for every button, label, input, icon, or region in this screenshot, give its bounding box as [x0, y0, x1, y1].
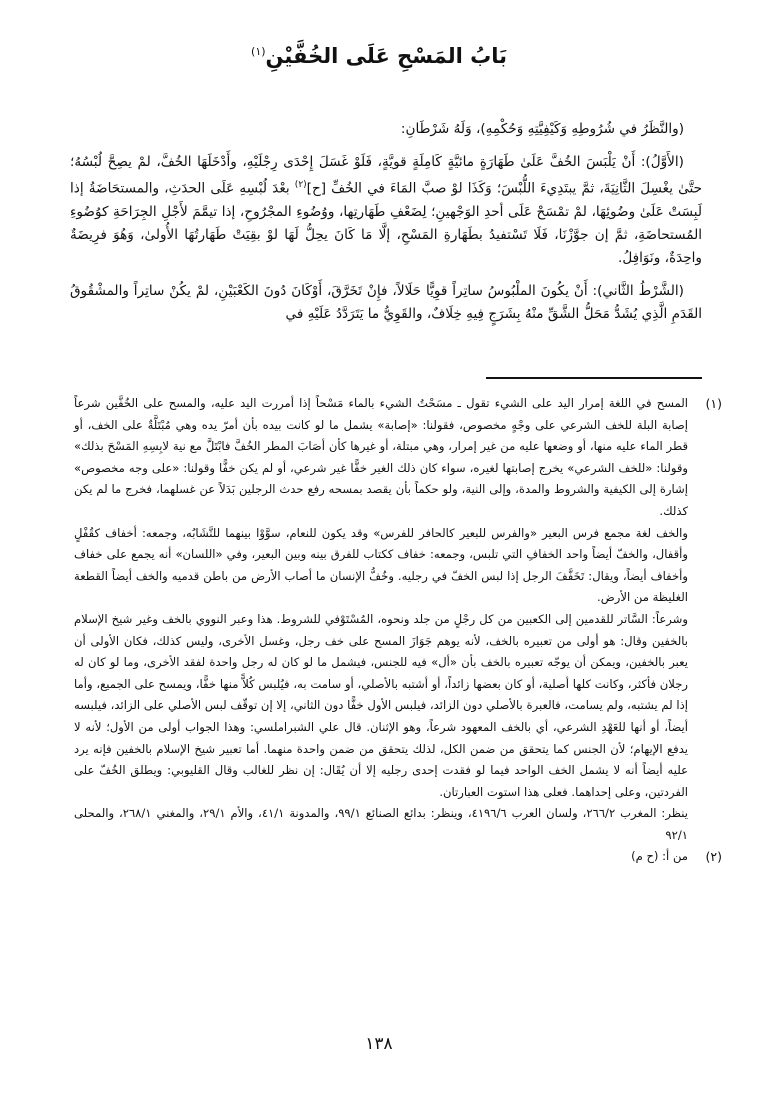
second-condition-paragraph: (الشَّرْطُ الثَّاني): أَنْ يكُونَ الملْبُوسُ ساتِراً قوِيًّا حَلَالاً، فإِنْ تَخَرَّقَ، أَوْكَانَ دُونَ الكَعْبَيْنِ، لمْ يكُنْ ساتِراً والمشْقُوقُ القَدَمِ الَّذِي يُشَدُّ مَحَلُّ الشَّقِّ منْهُ بِشَرَجٍ فِيهِ خِلَافٌ، والقَوِيُّ ما يَتَرَدَّدُ عَلَيْهِ في: [70, 282, 702, 322]
footnote-references: ينظر: المغرب ٢٦٦/٢، ولسان العرب ٤١٩٦/٦، وينظر: بدائع الصنائع ٩٩/١، والمدونة ٤١/١، والأم ٢٩/١، والمغني ٢٦٨/١، والمحلى ٩٢/١: [74, 806, 688, 842]
footnote-number: (٢): [705, 849, 722, 865]
footnote-body: [74, 846, 688, 868]
footnote-number: (١): [705, 396, 722, 411]
footnote-paragraph: وشرعاً: السَّاتر للقدمين إلى الكعبين من كل رجْلٍ من جلد ونحوه، المُسْتَوْفي للشروط. هذا وعبر النووي بالخف وغير شيخ الإسلام بالخفين وقال: هو أولى من تعبيره بالخف، لأنه يوهم جَوَازَ المسح على خف رجل، وغسل الأخرى، وليس كذلك، فكان الأولى أن يعبر بالخفين، ويمكن أن يوجّه تعبيره بالخف بأن «أل» فيه للجنس، فيشمل ما لو كان له رجل واحدة لفقد الأخرى، وما لو كان له رجلان فأكثر، وكانت كلها أصلية، أو كان بعضها زائداً، أو أشتبه بالأصلي، أو سامت به، فيُلبس كُلاًّ منها خفًّا، ويمسح على الجميع، وأما إذا لم يشتبه، ولم يسامت، فالعبرة بالأصلي دون الزائد، فيلبس الأول خفًّا دون الثاني، إلا إن توقّف لبس الأصلي على الزائد، فيلبسه أيضاً، أو أنها للعَهْدِ الشرعي، أي بالخف المعهود شرعاً، وهو الإثنان. قال علي الشبراملسي: وهذا الجواب أولى من الأول؛ لأنه لا يدفع الإيهام؛ لأن الجنس كما يتحقق من ضمن الكل، لذلك يتحقق من ضمن واحدة منهما. أما تعبير شيخ الإسلام بالخفين فإنه يرد عليه أيضاً أنه لا يشمل الخف الواحد فيما لو فقدت إحدى رجليه إلا أن يُقَال: إن نظر للغالب وقال القليوبي: ويطلق الخُفّ على الفردتين، وعلى إحداهما. فعلى هذا استوت العبارتان.: [74, 611, 688, 799]
chapter-title-text: بَابُ المَسْحِ عَلَى الخُفَّيْنِ: [265, 44, 507, 68]
footnotes: [74, 393, 722, 868]
footnote-paragraph: المسح في اللغة إمرار اليد على الشيء تقول ـ مسَحْتُ الشيء بالماء مَسْحاً إذا أمررت اليد عليه، والمسح على الخُفَّين شرعاً إصابة البلة للخف الشرعي على وجْهٍ مخصوص، فقولنا: «إصابة» يشمل ما لو كانت بيده بأن أمرّ يده وهي مُبْتَلَّةٌ على الخف، أو قطر الماء عليه منها، أو وضعها عليه من غير إمرار، وهي مبتلة، أو غيرها كأن أصَابَ المطر الخُفَّ فابْتَلَّ مع نية لابِسِهِ المَسْحَ بذلك» وقولنا: «للخف الشرعي» يخرج إصابتها لغيره، سواء كان ذلك الغير خفًّا غير شرعي، أو لم يكن خفًّا وقولنا: «على وجه مخصوص» إشارة إلى الكيفية والشروط والمدة، وإلى النية، ولو حكماً بأن يقصد بمسحه رفع حدث الرجلين بَدَلاً عن غسلهما، فخرج ما لم يكن كذلك.: [74, 396, 688, 518]
page-number: ١٣٨: [365, 1034, 393, 1054]
footnote-divider: [486, 377, 702, 379]
footnote-body: [74, 393, 688, 846]
footnote-paragraph: والخف لغة مجمع فرس البعير «والفرس للبعير كالحافر للفرس» وقد يكون للنعام، سوَّوْا بينهما للتَّشَابُه، وجمعه: أخفاف كقُفْلٍ وأقفال، والخفّ أيضاً واحد الخفافِ التي تلبس، وجمعه: خفاف ككتاب للفرق بينه وبين البعير، وفي «اللسان» أنه يجمع على خفاف وأخفاف أيضاً، ويقال: تَخَفَّفَ الرجل إذا لبس الخفّ في رجليه. وخُفُّ الإنسان ما أصاب الأرض من باطن قدميه والخف أيضاً القطعة الغليظة من الأرض.: [74, 525, 688, 605]
first-condition-text-a: (الأَوَّلُ): أَنْ يَلْبَسَ الخُفَّ عَلَىٰ طَهَارَةٍ مائيَّةٍ كَامِلَةٍ قويَّةٍ، فَلَوْ غَسَلَ إِحْدَى رِجْلَيْهِ، وأَدْخَلَهَا الخُفَّ، لمْ يصِحَّ لُبْسُهُ؛ حتَّىٰ يغْسِلَ الثَّانِيَةَ، ثمَّ يبتَدِيءَ اللُّبْسَ؛ وَكَذَا لوْ صبَّ المَاءَ في الخُفِّ [ح]: [70, 154, 702, 197]
intro-paragraph: (والنَّظَرُ في شُرُوطِهِ وَكَيْفِيَّتِهِ وَحُكْمِهِ)، وَلَهُ شَرْطَانِ:: [400, 121, 684, 137]
footnote-ref-2: (٢): [294, 180, 307, 190]
footnote-paragraph: من أ: (ح م): [631, 849, 688, 864]
main-text: [70, 118, 702, 336]
first-condition-paragraph: [70, 151, 702, 270]
footnote-1: [74, 393, 722, 846]
footnote-2: [74, 846, 722, 868]
footnote-ref-1: (١): [251, 45, 266, 58]
first-condition-text-b: بعْدَ لُبْسِهِ عَلَى الحدَثِ، والمستحَاضَةُ إذا لَبِسَتْ عَلَىٰ وضُوئِهَا، لمْ تمْسَحْ عَلَى أحدِ الوَجْهينِ؛ لِضَعْفِ طَهَارتِها، ووُضُوءِ المجْرُوحِ، إذا تيمَّمَ لأَجْلِ الجِرَاحَةِ كوُضُوءِ المُستحاضَةِ، ثمَّ إن جوَّزْنَا، فَلَا تَسْتفيدُ بطَهَارةِ المَسْحِ، إلَّا مَا كَانَ يحِلُّ لَهَا لوْ بقِيَتْ طَهَارتُهَا الأُولىٰ، وَهُوَ فرِيضَةٌ واحِدَةٌ، ونَوَافِلُ.: [70, 180, 702, 266]
chapter-title: [0, 44, 758, 68]
